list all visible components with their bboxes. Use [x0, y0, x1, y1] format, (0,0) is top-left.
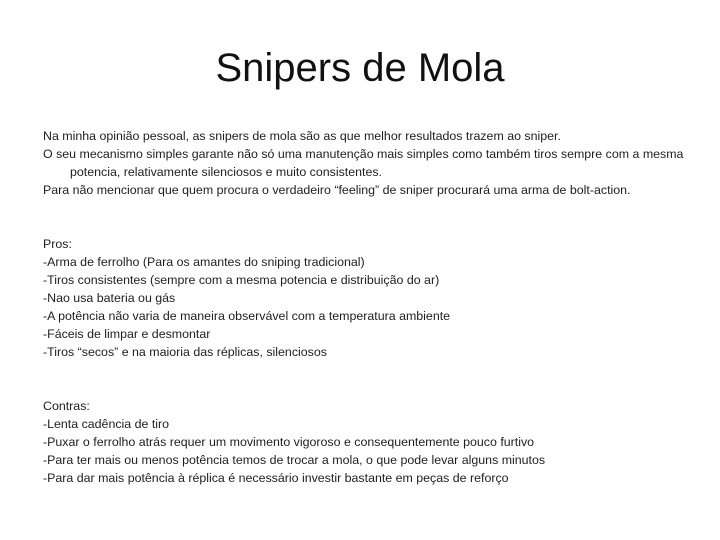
slide-title: Snipers de Mola	[215, 46, 505, 90]
pros-section	[43, 235, 693, 361]
cons-item: -Para dar mais potência à réplica é necessário investir bastante em peças de reforço	[43, 471, 509, 485]
feeling-paragraph: Para não mencionar que quem procura o verdadeiro “feeling” de sniper procurará uma arma de bolt-action.	[43, 183, 631, 197]
spacer	[43, 199, 693, 217]
cons-item: -Para ter mais ou menos potência temos de trocar a mola, o que pode levar alguns minutos	[43, 453, 546, 467]
cons-section	[43, 397, 693, 487]
cons-item: -Lenta cadência de tiro	[43, 417, 170, 431]
pros-item: -A potência não varia de maneira observável com a temperatura ambiente	[43, 309, 451, 323]
pros-item: -Nao usa bateria ou gás	[43, 291, 176, 305]
slide-body	[43, 127, 693, 487]
cons-item: -Puxar o ferrolho atrás requer um movimento vigoroso e consequentemente pouco furtivo	[43, 435, 535, 449]
pros-item: -Tiros “secos” e na maioria das réplicas, silenciosos	[43, 345, 327, 359]
mechanism-paragraph: O seu mecanismo simples garante não só uma manutenção mais simples como também tiros sempre com a mesma potencia, relativamente silenciosos e muito consistentes.	[43, 147, 684, 179]
pros-item: -Fáceis de limpar e desmontar	[43, 327, 211, 341]
pros-item: -Arma de ferrolho (Para os amantes do sniping tradicional)	[43, 255, 365, 269]
intro-paragraph: Na minha opinião pessoal, as snipers de mola são as que melhor resultados trazem ao sniper.	[43, 129, 561, 143]
pros-heading: Pros:	[43, 237, 72, 251]
spacer	[43, 361, 693, 379]
spacer	[43, 217, 693, 235]
spacer	[43, 379, 693, 397]
cons-heading: Contras:	[43, 399, 90, 413]
pros-item: -Tiros consistentes (sempre com a mesma potencia e distribuição do ar)	[43, 273, 440, 287]
